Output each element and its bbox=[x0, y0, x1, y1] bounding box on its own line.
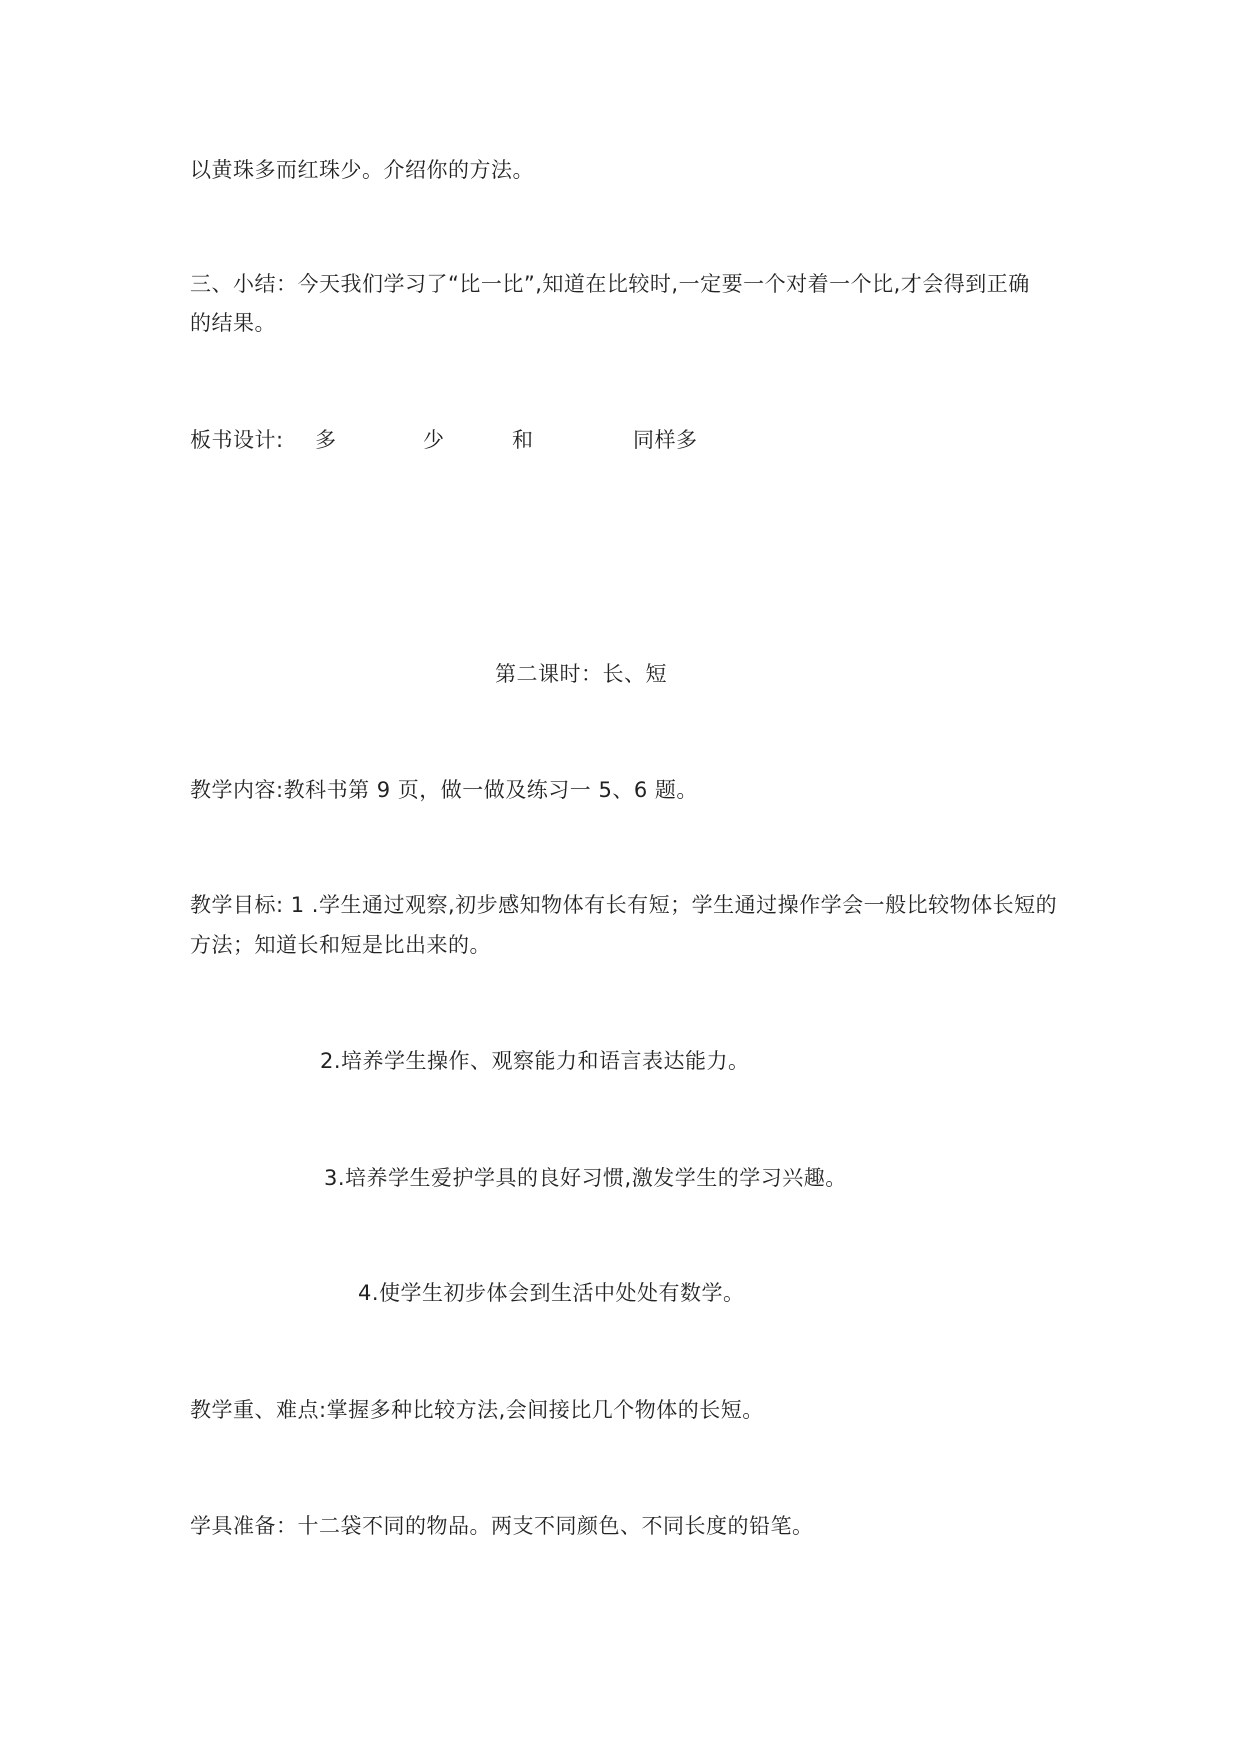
goal-4: 4.使学生初步体会到生活中处处有数学。 bbox=[358, 1281, 745, 1305]
key-points: 教学重、难点:掌握多种比较方法,会间接比几个物体的长短。 bbox=[190, 1398, 764, 1422]
lesson-title: 第二课时：长、短 bbox=[495, 662, 667, 686]
teaching-goals-line-2: 方法；知道长和短是比出来的。 bbox=[190, 933, 491, 957]
teaching-content: 教学内容:教科书第 9 页，做一做及练习一 5、6 题。 bbox=[190, 778, 698, 802]
materials: 学具准备：十二袋不同的物品。两支不同颜色、不同长度的铅笔。 bbox=[190, 1514, 814, 1538]
summary-line-2: 的结果。 bbox=[190, 311, 276, 335]
continuation-text: 以黄珠多而红珠少。介绍你的方法。 bbox=[190, 158, 534, 182]
board-item-more: 多 bbox=[315, 428, 337, 452]
board-design-label: 板书设计: bbox=[190, 428, 284, 452]
summary-line-1: 三、小结：今天我们学习了“比一比”,知道在比较时,一定要一个对着一个比,才会得到正确 bbox=[190, 272, 1030, 296]
board-design bbox=[190, 422, 790, 458]
goal-3: 3.培养学生爱护学具的良好习惯,激发学生的学习兴趣。 bbox=[324, 1166, 847, 1190]
teaching-goals-line-1: 教学目标: 1 .学生通过观察,初步感知物体有长有短；学生通过操作学会一般比较物体长短的 bbox=[190, 893, 1058, 917]
board-item-and: 和 bbox=[512, 428, 534, 452]
board-item-less: 少 bbox=[423, 428, 445, 452]
board-item-equal: 同样多 bbox=[633, 428, 698, 452]
goal-2: 2.培养学生操作、观察能力和语言表达能力。 bbox=[320, 1049, 750, 1073]
